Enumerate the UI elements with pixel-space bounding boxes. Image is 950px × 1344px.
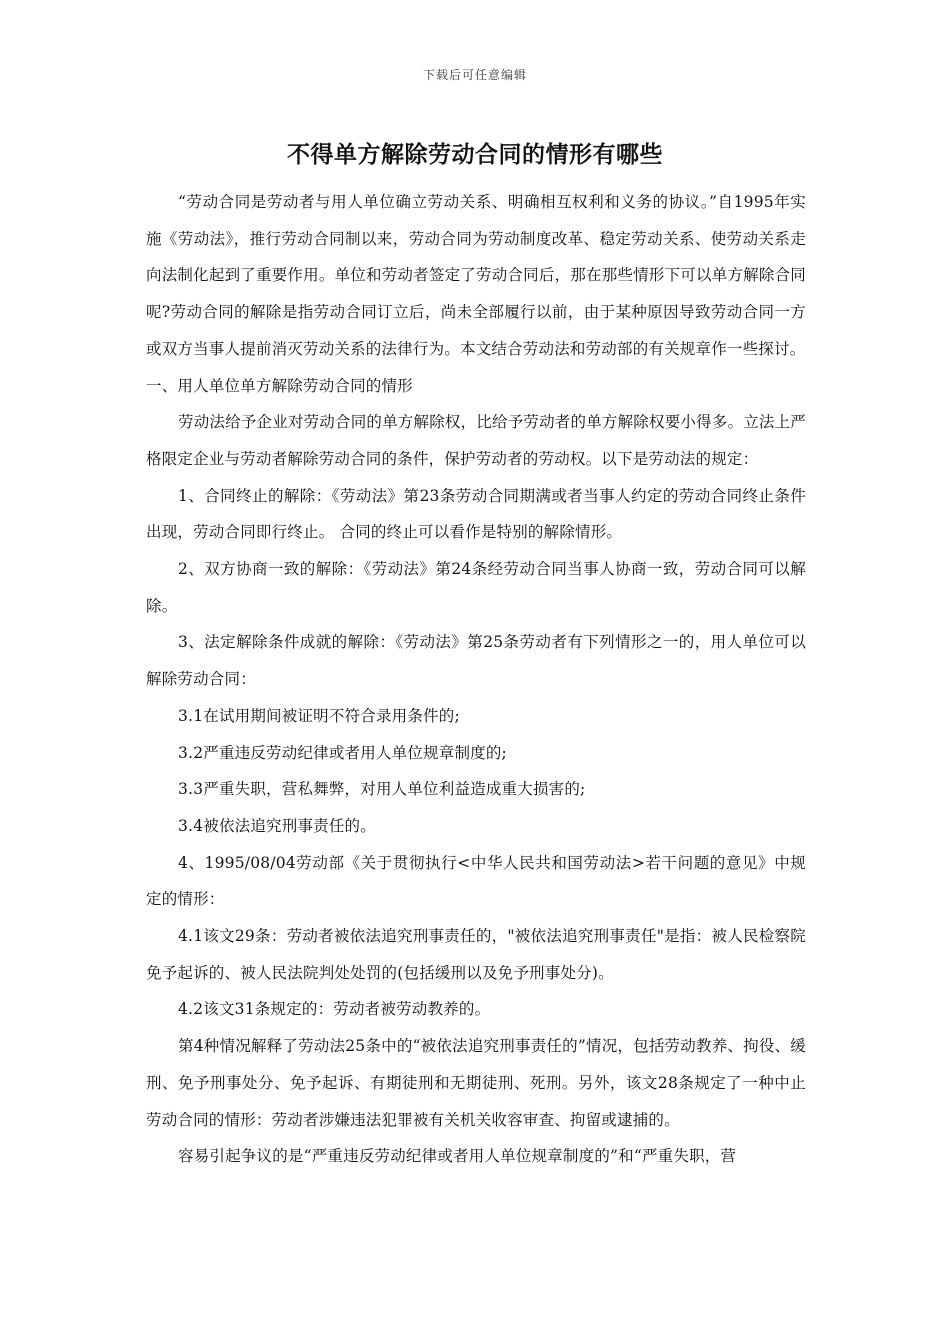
sub-list-item: 4.2该文31条规定的：劳动者被劳动教养的。 [178, 1000, 491, 1019]
list-item: 1、合同终止的解除：《劳动法》第23条劳动合同期满或者当事人约定的劳动合同终止条件出现，劳动合同即行终止。 合同的终止可以看作是特别的解除情形。 [146, 486, 806, 542]
document-body [146, 184, 806, 1175]
section-heading-1: 一、用人单位单方解除劳动合同的情形 [146, 376, 413, 395]
header-note: 下载后可任意编辑 [422, 68, 527, 82]
paragraph: 容易引起争议的是“严重违反劳动纪律或者用人单位规章制度的”和“严重失职，营 [178, 1147, 737, 1166]
paragraph-intro: “劳动合同是劳动者与用人单位确立劳动关系、明确相互权利和义务的协议。”自1995年实施《劳动法》，推行劳动合同制以来，劳动合同为劳动制度改革、稳定劳动关系、使劳动关系走向法制化起到了重要作用。单位和劳动者签定了劳动合同后，那在那些情形下可以单方解除合同呢?劳动合同的解除是指劳动合同订立后，尚未全部履行以前，由于某种原因导致劳动合同一方或双方当事人提前消灭劳动关系的法律行为。本文结合劳动法和劳动部的有关规章作一些探讨。 [146, 193, 806, 358]
list-item: 3、法定解除条件成就的解除：《劳动法》第25条劳动者有下列情形之一的，用人单位可以解除劳动合同： [146, 633, 806, 689]
list-item: 4、1995/08/04劳动部《关于贯彻执行<中华人民共和国劳动法>若干问题的意见》中规定的情形： [146, 853, 806, 909]
sub-list-item: 3.1在试用期间被证明不符合录用条件的; [178, 706, 460, 725]
sub-list-item: 3.2严重违反劳动纪律或者用人单位规章制度的; [178, 743, 507, 762]
sub-list-item: 3.3严重失职，营私舞弊，对用人单位利益造成重大损害的; [178, 780, 586, 799]
sub-list-item: 4.1该文29条：劳动者被依法追究刑事责任的，"被依法追究刑事责任"是指：被人民检察院免予起诉的、被人民法院判处处罚的(包括缓刑以及免予刑事处分)。 [146, 927, 806, 982]
paragraph: 劳动法给予企业对劳动合同的单方解除权，比给予劳动者的单方解除权要小得多。立法上严格限定企业与劳动者解除劳动合同的条件，保护劳动者的劳动权。以下是劳动法的规定： [146, 413, 807, 468]
paragraph: 第4种情况解释了劳动法25条中的“被依法追究刑事责任的”情况，包括劳动教养、拘役、缓刑、免予刑事处分、免予起诉、有期徒刑和无期徒刑、死刑。另外，该文28条规定了一种中止劳动合同的情形：劳动者涉嫌违法犯罪被有关机关收容审查、拘留或逮捕的。 [146, 1037, 806, 1129]
list-item: 2、双方协商一致的解除：《劳动法》第24条经劳动合同当事人协商一致，劳动合同可以解除。 [146, 560, 806, 615]
document-title: 不得单方解除劳动合同的情形有哪些 [287, 142, 663, 168]
sub-list-item: 3.4被依法追究刑事责任的。 [178, 816, 376, 835]
